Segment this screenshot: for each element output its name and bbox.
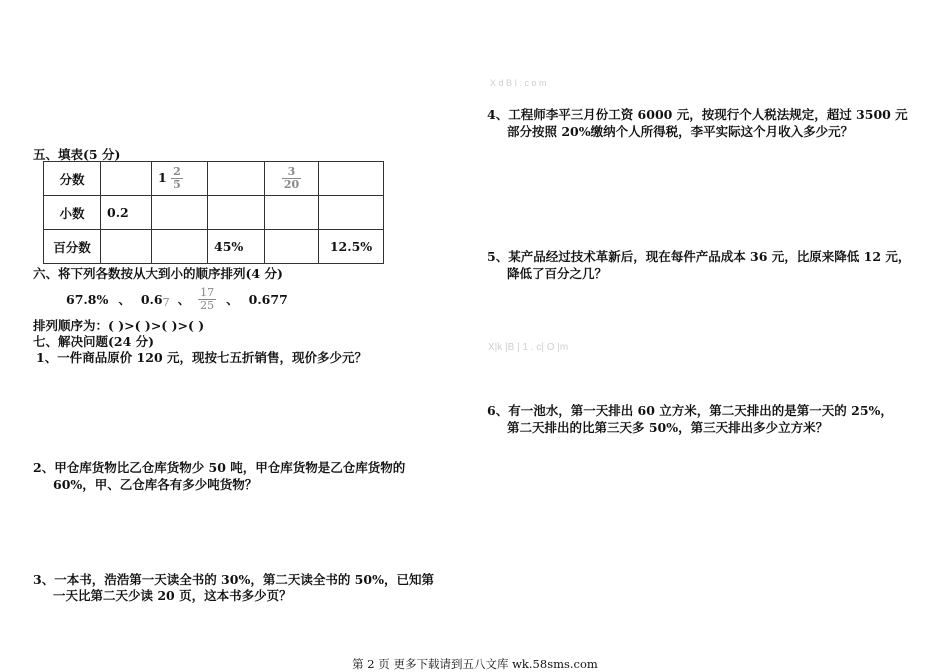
question-1: 1、一件商品原价 120 元，现按七五折销售，现价多少元？ — [36, 350, 367, 365]
fraction-2-denominator: 20 — [283, 178, 300, 191]
fraction-denominator: 25 — [200, 298, 215, 312]
question-5-line-2: 降低了百分之几？ — [507, 266, 608, 281]
table-cell: 45% — [208, 230, 265, 264]
question-2-line-1: 2、甲仓库货物比乙仓库货物少 50 吨，甲仓库货物是乙仓库货物的 — [33, 460, 406, 475]
number-2-repeating-digit: 7 — [162, 295, 170, 309]
table-cell — [265, 196, 319, 230]
watermark-middle: X|k |B | 1 . c| O |m — [488, 342, 569, 353]
order-answer-line: 排列顺序为：( )>( )>( )>( ) — [33, 318, 205, 333]
question-3-line-1: 3、一本书，浩浩第一天读全书的 30%，第二天读全书的 50%，已知第 — [33, 572, 434, 587]
fraction-number — [198, 287, 216, 312]
question-4-line-2: 部分按照 20%缴纳个人所得税，李平实际这个月收入多少元？ — [507, 124, 854, 139]
question-3-line-2: 一天比第二天少读 20 页，这本书多少页？ — [53, 588, 292, 603]
number-list — [66, 282, 288, 316]
fraction-2 — [282, 166, 301, 191]
fraction-1 — [171, 166, 183, 191]
separator: 、 — [177, 292, 191, 307]
fraction-2-numerator: 3 — [287, 165, 296, 178]
watermark-top: X d B I . c o m — [490, 78, 547, 88]
fraction-numerator: 17 — [200, 285, 215, 299]
table-cell — [152, 162, 208, 196]
table-cell — [152, 230, 208, 264]
separator: 、 — [118, 292, 131, 307]
question-6-line-1: 6、有一池水，第一天排出 60 立方米，第二天排出的是第一天的 25%， — [487, 403, 893, 418]
question-4-line-1: 4、工程师李平三月份工资 6000 元，按现行个人税法规定，超过 3500 元 — [487, 107, 908, 122]
table-cell — [152, 196, 208, 230]
separator: 、 — [226, 292, 239, 307]
table-cell — [208, 162, 265, 196]
row-label-percent: 百分数 — [44, 230, 101, 264]
question-5-line-1: 5、某产品经过技术革新后，现在每件产品成本 36 元，比原来降低 12 元， — [487, 249, 911, 264]
table-row — [44, 162, 384, 196]
table-cell: 12.5% — [319, 230, 384, 264]
footer-text: 第 2 页 更多下载请到五八文库 wk.58sms.com — [352, 657, 598, 671]
fill-in-table — [43, 161, 384, 264]
table-cell — [265, 230, 319, 264]
row-label-fraction: 分数 — [44, 162, 101, 196]
section-7-title: 七、解决问题(24 分) — [33, 334, 155, 349]
table-cell — [265, 162, 319, 196]
section-5-title: 五、填表(5 分) — [33, 147, 121, 162]
row-label-decimal: 小数 — [44, 196, 101, 230]
question-2-line-2: 60%，甲、乙仓库各有多少吨货物？ — [53, 477, 258, 492]
fraction-1-numerator: 2 — [173, 165, 181, 178]
table-row — [44, 230, 384, 264]
table-cell — [319, 162, 384, 196]
table-cell — [208, 196, 265, 230]
number-4: 0.677 — [248, 291, 288, 307]
table-cell: 0.2 — [101, 196, 152, 230]
fraction-1-whole: 1 — [158, 170, 167, 185]
question-6-line-2: 第二天排出的比第三天多 50%，第三天排出多少立方米？ — [507, 420, 829, 435]
table-row — [44, 196, 384, 230]
table-cell — [101, 162, 152, 196]
number-1: 67.8% — [66, 291, 109, 307]
number-2: 0.6 — [140, 291, 163, 307]
fraction-1-denominator: 5 — [173, 178, 181, 191]
table-cell — [101, 230, 152, 264]
table-cell — [319, 196, 384, 230]
section-6-title: 六、将下列各数按从大到小的顺序排列(4 分) — [33, 266, 283, 281]
